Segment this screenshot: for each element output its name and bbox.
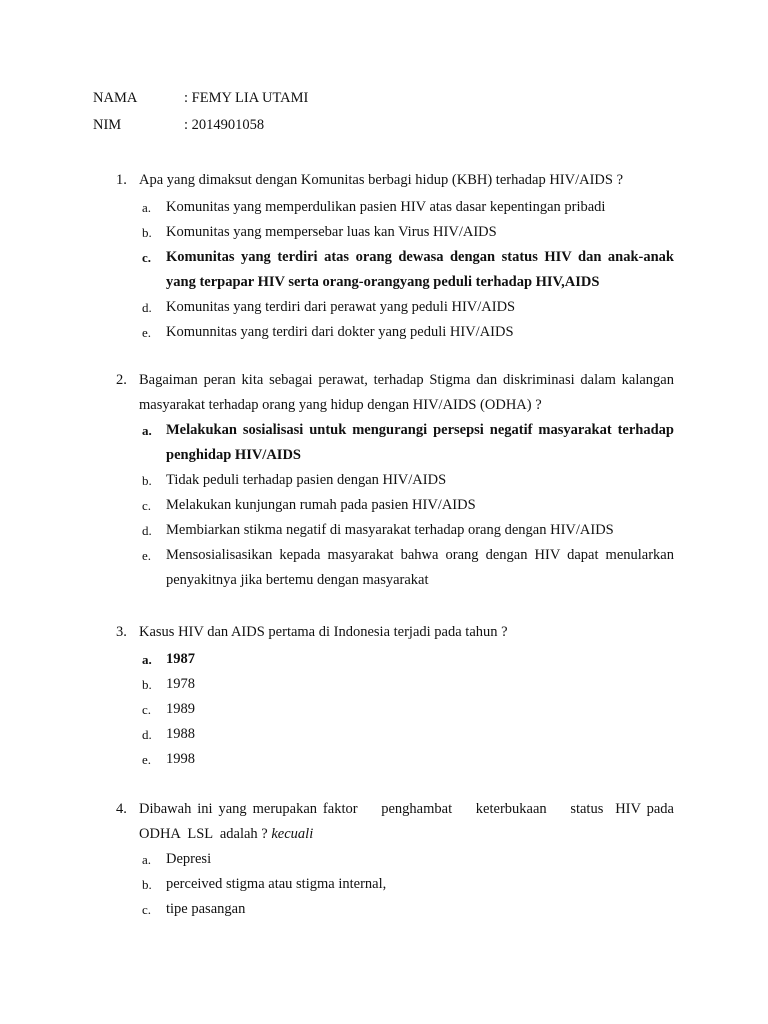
question-text-line-1: Dibawah ini yang merupakan faktor penghambat keterbukaan status HIV pada: [139, 801, 674, 817]
option-letter: e.: [142, 752, 152, 767]
option-b: [116, 672, 674, 697]
option-letter: d.: [142, 300, 152, 315]
question-text: Apa yang dimaksut dengan Komunitas berbagi hidup (KBH) terhadap HIV/AIDS ?: [139, 172, 624, 188]
nim-label: NIM: [93, 117, 122, 133]
question-2: [116, 368, 674, 593]
question-text: Kasus HIV dan AIDS pertama di Indonesia terjadi pada tahun ?: [139, 624, 508, 640]
option-letter: b.: [142, 225, 152, 240]
option-text: Komunitas yang mempersebar luas kan Virus HIV/AIDS: [166, 224, 497, 240]
option-letter: c.: [142, 902, 152, 917]
nim-value: : 2014901058: [184, 117, 265, 133]
option-letter: a.: [142, 652, 152, 667]
option-a-answer: [116, 418, 674, 468]
question-number: 1.: [116, 172, 127, 188]
option-c-answer: [116, 245, 674, 295]
question-text: Bagaiman peran kita sebagai perawat, terhadap Stigma dan diskriminasi dalam kalangan masyarakat terhadap orang yang hidup dengan HIV/AIDS (ODHA) ?: [139, 372, 674, 413]
option-text: Membiarkan stikma negatif di masyarakat terhadap orang dengan HIV/AIDS: [166, 522, 614, 538]
option-text: Depresi: [166, 851, 212, 867]
option-c: [116, 493, 674, 518]
question-text-line-2: [139, 822, 674, 847]
question-1: [116, 170, 674, 345]
option-b: [116, 468, 674, 493]
option-letter: d.: [142, 727, 152, 742]
option-letter: e.: [142, 325, 152, 340]
option-text: Mensosialisasikan kepada masyarakat bahwa orang dengan HIV dapat menularkan penyakitnya jika bertemu dengan masyarakat: [166, 547, 674, 588]
option-text: 1988: [166, 726, 195, 742]
name-label: NAMA: [93, 90, 138, 106]
name-value: : FEMY LIA UTAMI: [184, 90, 309, 106]
option-e: [116, 747, 674, 772]
question-number: 4.: [116, 801, 127, 817]
option-letter: a.: [142, 200, 152, 215]
option-e: [116, 543, 674, 593]
option-text: 1998: [166, 751, 195, 767]
option-text: Melakukan sosialisasi untuk mengurangi persepsi negatif masyarakat terhadap penghidap HIV/AIDS: [166, 422, 674, 463]
question-4: [116, 797, 674, 922]
option-text: perceived stigma atau stigma internal,: [166, 876, 387, 892]
option-letter: b.: [142, 677, 152, 692]
question-3: [116, 622, 674, 772]
option-text: Komunitas yang memperdulikan pasien HIV atas dasar kepentingan pribadi: [166, 199, 606, 215]
option-letter: a.: [142, 423, 152, 438]
option-e: [116, 320, 674, 345]
option-letter: e.: [142, 548, 152, 563]
question-number: 3.: [116, 624, 127, 640]
question-4-stem: [116, 797, 674, 847]
option-a-answer: [116, 647, 674, 672]
option-letter: c.: [142, 498, 152, 513]
option-text: Komunitas yang terdiri dari perawat yang peduli HIV/AIDS: [166, 299, 516, 315]
name-row: [93, 88, 308, 108]
option-c: [116, 897, 674, 922]
question-emphasis: kecuali: [271, 826, 314, 842]
option-letter: b.: [142, 473, 152, 488]
option-text: 1987: [166, 651, 195, 667]
option-letter: a.: [142, 852, 152, 867]
option-letter: c.: [142, 250, 152, 265]
nim-row: [93, 115, 264, 135]
question-1-stem: [116, 170, 674, 195]
option-text: 1989: [166, 701, 195, 717]
option-text: 1978: [166, 676, 195, 692]
question-3-stem: [116, 622, 674, 647]
question-2-stem: [116, 368, 674, 418]
option-text: Melakukan kunjungan rumah pada pasien HIV/AIDS: [166, 497, 476, 513]
option-d: [116, 518, 674, 543]
option-letter: b.: [142, 877, 152, 892]
option-text: Tidak peduli terhadap pasien dengan HIV/AIDS: [166, 472, 447, 488]
option-d: [116, 722, 674, 747]
option-c: [116, 697, 674, 722]
option-text: Komunitas yang terdiri atas orang dewasa dengan status HIV dan anak-anak yang terpapar HIV serta orang-orangyang peduli terhadap HIV,AIDS: [166, 249, 674, 290]
option-a: [116, 847, 674, 872]
option-a: [116, 195, 674, 220]
option-text: tipe pasangan: [166, 901, 246, 917]
question-text-line-2-main: ODHA LSL adalah ?: [139, 826, 268, 842]
option-b: [116, 872, 674, 897]
option-text: Komunnitas yang terdiri dari dokter yang peduli HIV/AIDS: [166, 324, 514, 340]
option-d: [116, 295, 674, 320]
option-b: [116, 220, 674, 245]
option-letter: d.: [142, 523, 152, 538]
option-letter: c.: [142, 702, 152, 717]
question-number: 2.: [116, 372, 127, 388]
